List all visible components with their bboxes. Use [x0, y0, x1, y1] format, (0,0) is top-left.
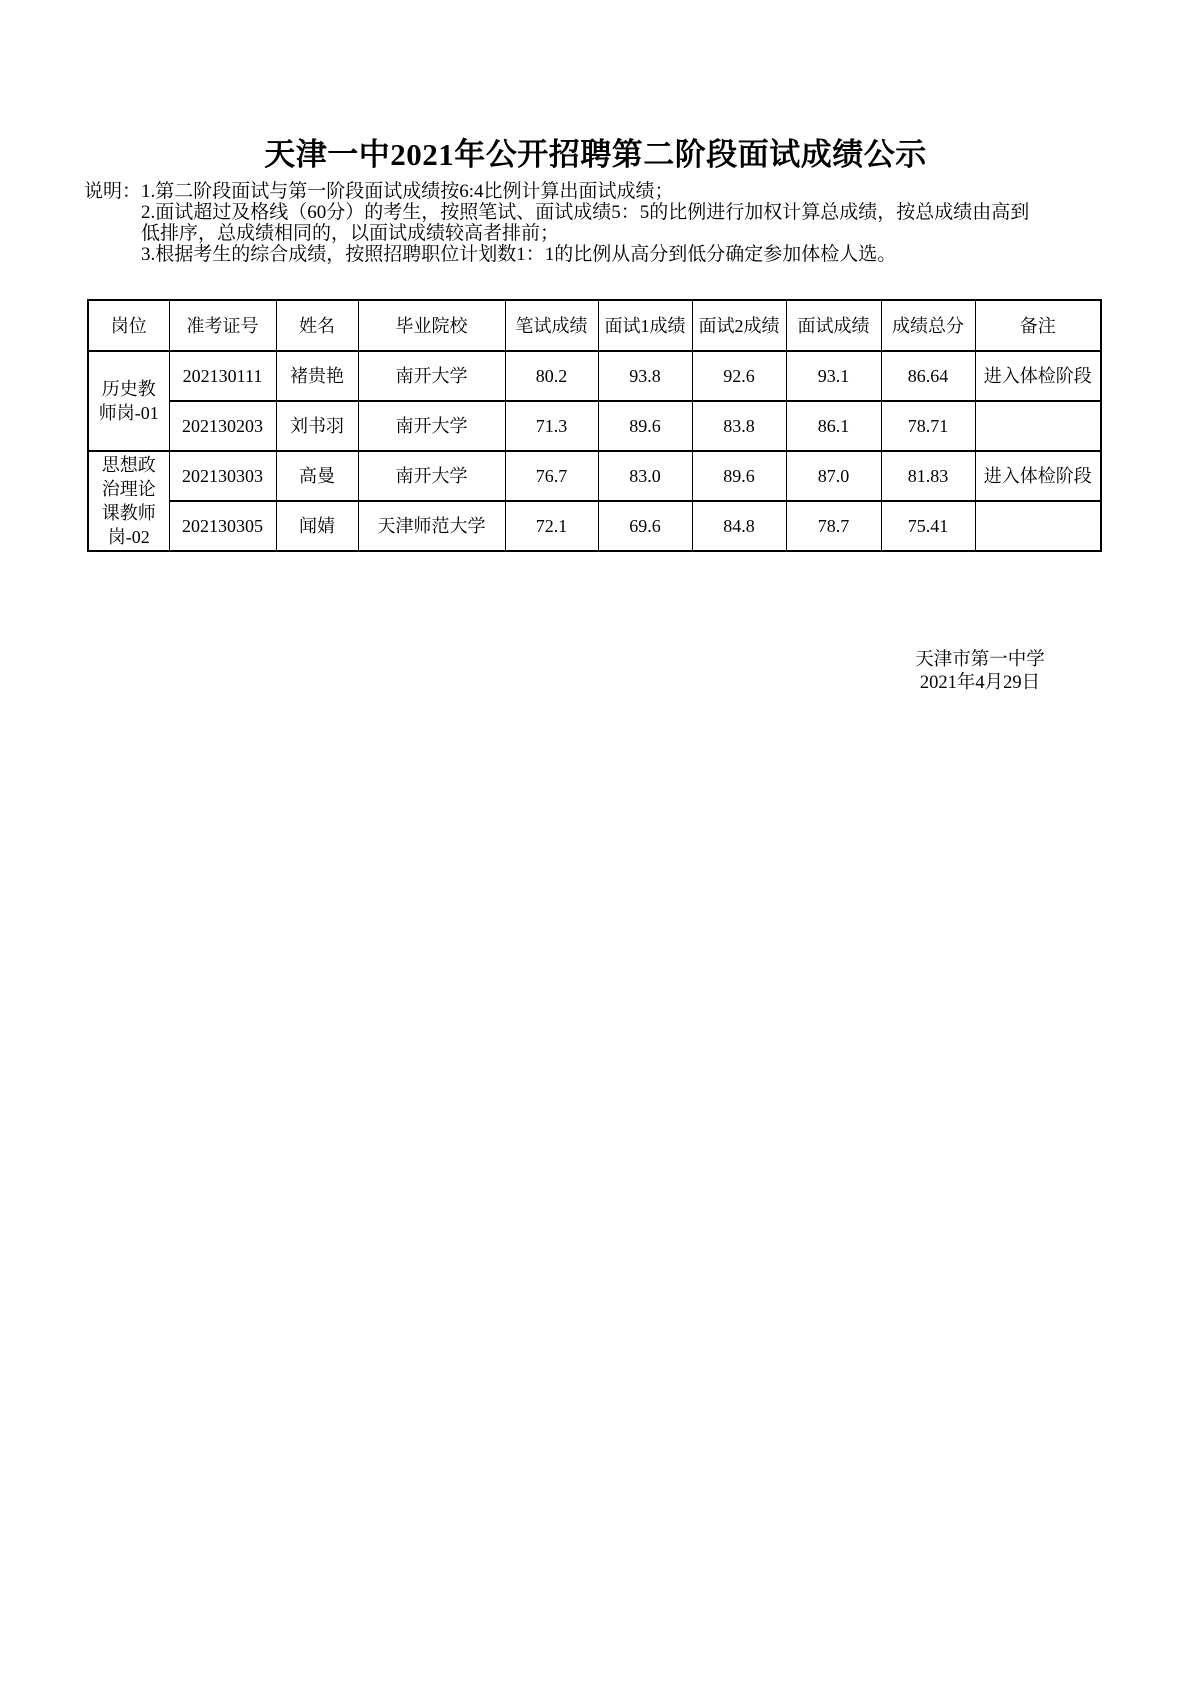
col-header-interview1-score: 面试1成绩 — [598, 300, 692, 351]
cell-interview-score: 78.7 — [786, 501, 881, 551]
cell-school: 天津师范大学 — [358, 501, 505, 551]
cell-interview1-score: 69.6 — [598, 501, 692, 551]
col-header-total-score: 成绩总分 — [881, 300, 975, 351]
cell-interview2-score: 89.6 — [692, 451, 786, 501]
col-header-remark: 备注 — [975, 300, 1101, 351]
notes-lines — [141, 181, 1044, 265]
cell-total-score: 86.64 — [881, 351, 975, 401]
table-row — [88, 401, 1101, 451]
page-title: 天津一中2021年公开招聘第二阶段面试成绩公示 — [264, 136, 927, 172]
cell-written-score: 72.1 — [505, 501, 598, 551]
cell-total-score: 75.41 — [881, 501, 975, 551]
cell-interview-score: 86.1 — [786, 401, 881, 451]
col-header-school: 毕业院校 — [358, 300, 505, 351]
cell-interview2-score: 92.6 — [692, 351, 786, 401]
notes-label: 说明： — [84, 181, 142, 202]
cell-interview2-score: 84.8 — [692, 501, 786, 551]
cell-interview-score: 87.0 — [786, 451, 881, 501]
cell-name: 闻婧 — [276, 501, 358, 551]
cell-written-score: 80.2 — [505, 351, 598, 401]
table-row — [88, 351, 1101, 401]
cell-remark: 进入体检阶段 — [975, 351, 1101, 401]
cell-exam-id: 202130203 — [169, 401, 276, 451]
col-header-position: 岗位 — [88, 300, 169, 351]
cell-written-score: 71.3 — [505, 401, 598, 451]
col-header-interview2-score: 面试2成绩 — [692, 300, 786, 351]
cell-interview1-score: 93.8 — [598, 351, 692, 401]
signature-org: 天津市第一中学 — [915, 650, 1045, 670]
table-row — [88, 451, 1101, 501]
header-row — [88, 300, 1101, 351]
notes-block — [84, 181, 1044, 265]
col-header-written-score: 笔试成绩 — [505, 300, 598, 351]
cell-school: 南开大学 — [358, 451, 505, 501]
cell-remark — [975, 501, 1101, 551]
cell-remark — [975, 401, 1101, 451]
col-header-name: 姓名 — [276, 300, 358, 351]
note-line: 2.面试超过及格线（60分）的考生，按照笔试、面试成绩5：5的比例进行加权计算总成绩，按总成绩由高到 — [141, 202, 1030, 223]
note-line: 1.第二阶段面试与第一阶段面试成绩按6:4比例计算出面试成绩； — [141, 181, 674, 202]
signature-block — [890, 649, 1070, 695]
cell-position: 历史教师岗-01 — [88, 351, 169, 451]
cell-name: 褚贵艳 — [276, 351, 358, 401]
cell-total-score: 81.83 — [881, 451, 975, 501]
cell-name: 高曼 — [276, 451, 358, 501]
cell-school: 南开大学 — [358, 401, 505, 451]
cell-position: 思想政治理论课教师岗-02 — [88, 451, 169, 551]
note-line: 低排序，总成绩相同的，以面试成绩较高者排前； — [141, 223, 560, 244]
cell-total-score: 78.71 — [881, 401, 975, 451]
cell-exam-id: 202130111 — [169, 351, 276, 401]
cell-written-score: 76.7 — [505, 451, 598, 501]
col-header-exam-id: 准考证号 — [169, 300, 276, 351]
cell-interview-score: 93.1 — [786, 351, 881, 401]
cell-school: 南开大学 — [358, 351, 505, 401]
signature-date: 2021年4月29日 — [919, 673, 1041, 693]
cell-interview1-score: 89.6 — [598, 401, 692, 451]
cell-interview1-score: 83.0 — [598, 451, 692, 501]
note-line: 3.根据考生的综合成绩，按照招聘职位计划数1：1的比例从高分到低分确定参加体检人选。 — [141, 244, 897, 265]
cell-remark: 进入体检阶段 — [975, 451, 1101, 501]
cell-exam-id: 202130305 — [169, 501, 276, 551]
score-table — [87, 299, 1102, 552]
cell-name: 刘书羽 — [276, 401, 358, 451]
table-row — [88, 501, 1101, 551]
col-header-interview-score: 面试成绩 — [786, 300, 881, 351]
cell-exam-id: 202130303 — [169, 451, 276, 501]
cell-interview2-score: 83.8 — [692, 401, 786, 451]
